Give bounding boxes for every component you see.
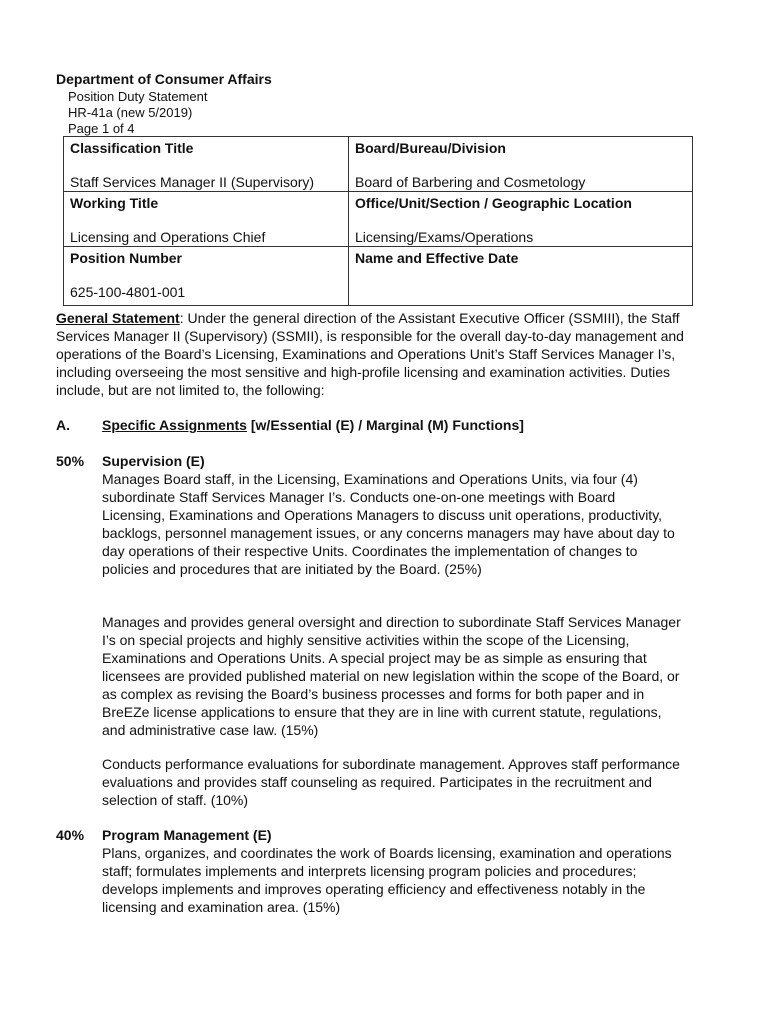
classification-value: Staff Services Manager II (Supervisory)	[70, 174, 315, 190]
position-number-value: 625-100-4801-001	[70, 284, 186, 300]
classification-cell	[64, 137, 349, 192]
section-title-rest: [w/Essential (E) / Marginal (M) Functions]	[246, 417, 524, 433]
duty-paragraph: Manages and provides general oversight and direction to subordinate Staff Services Manager I’s on special projects and highly sensitive activities within the scope of the Licensing, Examinations and Operations Units. A special project may be as simple as ensuring that licensees are provided published material on new legislation within the scope of the Board, or as complex as revising the Board’s business processes and forms for both paper and in BreEZe license applications to ensure that they are in line with current statute, regulations, and administrative case law. (15%)	[102, 614, 681, 738]
office-label: Office/Unit/Section / Geographic Location	[355, 195, 632, 211]
board-label: Board/Bureau/Division	[355, 140, 506, 156]
classification-label: Classification Title	[70, 140, 194, 156]
section-title-underlined: Specific Assignments	[102, 417, 247, 433]
duty-percent: 40%	[56, 827, 85, 843]
duty-heading: Supervision (E)	[102, 453, 205, 469]
name-date-label: Name and Effective Date	[355, 250, 519, 266]
duty-paragraph: Plans, organizes, and coordinates the work of Boards licensing, examination and operations staff; formulates implements and interprets licensing program policies and procedures; develops implements and improves operating efficiency and effectiveness notably in the licensing and examination area. (15%)	[102, 845, 672, 915]
board-cell	[349, 137, 693, 192]
page-indicator: Page 1 of 4	[68, 121, 135, 136]
office-value: Licensing/Exams/Operations	[355, 229, 534, 245]
duty-block	[102, 826, 682, 916]
section-letter: A.	[56, 417, 70, 433]
duty-paragraph: Conducts performance evaluations for subordinate management. Approves staff performance evaluations and provides staff counseling as required. Participates in the recruitment and selection of staff. (10%)	[102, 756, 680, 808]
working-title-value: Licensing and Operations Chief	[70, 229, 266, 245]
duty-block	[102, 452, 682, 578]
general-statement-label: General Statement	[56, 310, 180, 326]
department-title: Department of Consumer Affairs	[56, 71, 272, 87]
duty-percent: 50%	[56, 453, 85, 469]
position-number-label: Position Number	[70, 250, 183, 266]
document-name: Position Duty Statement	[68, 89, 208, 104]
general-statement	[56, 309, 706, 399]
general-statement-text: : Under the general direction of the Assistant Executive Officer (SSMIII), the Staff Services Manager II (Supervisory) (SSMII), is responsible for the overall day-to-day management and operations of the Board’s Licensing, Examinations and Operations Unit’s Staff Services Manager I’s, including overseeing the most sensitive and high-profile licensing and examination activities. Duties include, but are not limited to, the following:	[56, 310, 684, 398]
name-date-cell	[349, 247, 693, 306]
form-number: HR-41a (new 5/2019)	[68, 105, 193, 120]
position-info-table	[63, 136, 693, 306]
working-title-cell	[64, 192, 349, 247]
office-cell	[349, 192, 693, 247]
section-title	[102, 416, 524, 434]
working-title-label: Working Title	[70, 195, 159, 211]
board-value: Board of Barbering and Cosmetology	[355, 174, 586, 190]
duty-heading: Program Management (E)	[102, 827, 272, 843]
position-number-cell	[64, 247, 349, 306]
duty-paragraph: Manages Board staff, in the Licensing, Examinations and Operations Units, via four (4) subordinate Staff Services Manager I’s. Conducts one-on-one meetings with Board Licensing, Examinations and Operations Managers to discuss unit operations, productivity, backlogs, personnel management issues, or any concerns managers may have about day to day operations of their respective Units. Coordinates the implementation of changes to policies and procedures that are initiated by the Board. (25%)	[102, 471, 675, 577]
